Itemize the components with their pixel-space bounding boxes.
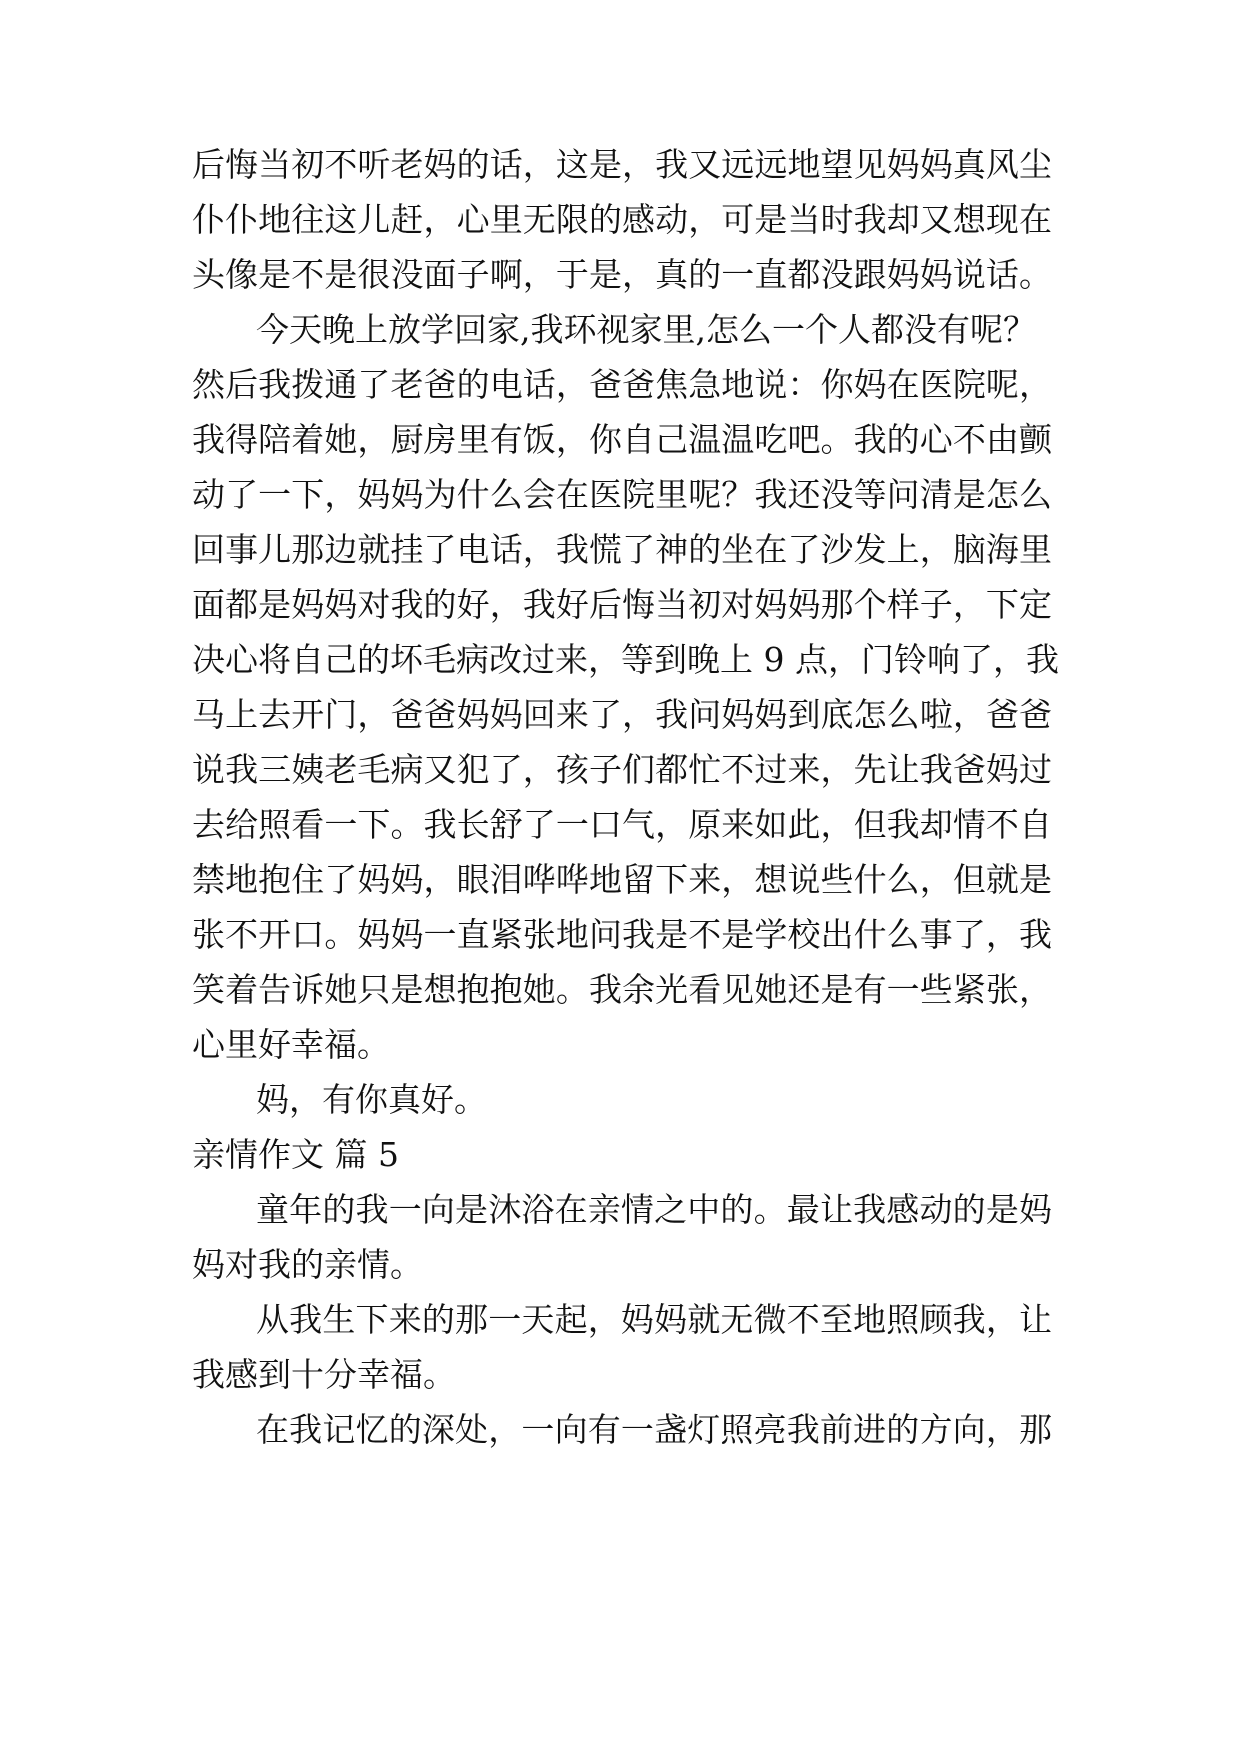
section-heading: 亲情作文 篇 5 xyxy=(192,1135,399,1174)
paragraph-line: 张不开口。妈妈一直紧张地问我是不是学校出什么事了，我 xyxy=(192,915,1052,954)
paragraph-line: 童年的我一向是沐浴在亲情之中的。最让我感动的是妈 xyxy=(256,1190,1052,1229)
paragraph-line: 然后我拨通了老爸的电话，爸爸焦急地说：你妈在医院呢， xyxy=(192,365,1052,404)
paragraph-line: 动了一下，妈妈为什么会在医院里呢？我还没等问清是怎么 xyxy=(192,475,1052,514)
paragraph-line: 在我记忆的深处，一向有一盏灯照亮我前进的方向，那 xyxy=(256,1410,1052,1449)
paragraph-line: 我得陪着她，厨房里有饭，你自己温温吃吧。我的心不由颤 xyxy=(192,420,1052,459)
paragraph-line: 禁地抱住了妈妈，眼泪哗哗地留下来，想说些什么，但就是 xyxy=(192,860,1052,899)
paragraph-line: 面都是妈妈对我的好，我好后悔当初对妈妈那个样子，下定 xyxy=(192,585,1052,624)
paragraph-line: 去给照看一下。我长舒了一口气，原来如此，但我却情不自 xyxy=(192,805,1052,844)
paragraph-line: 后悔当初不听老妈的话，这是，我又远远地望见妈妈真风尘 xyxy=(192,145,1052,184)
paragraph-line: 今天晚上放学回家,我环视家里,怎么一个人都没有呢？ xyxy=(256,310,1036,349)
paragraph-line: 从我生下来的那一天起，妈妈就无微不至地照顾我，让 xyxy=(256,1300,1052,1339)
paragraph-line: 笑着告诉她只是想抱抱她。我余光看见她还是有一些紧张， xyxy=(192,970,1052,1009)
paragraph-line: 回事儿那边就挂了电话，我慌了神的坐在了沙发上，脑海里 xyxy=(192,530,1052,569)
paragraph-line: 仆仆地往这儿赶，心里无限的感动，可是当时我却又想现在 xyxy=(192,200,1052,239)
paragraph-line: 头像是不是很没面子啊，于是，真的一直都没跟妈妈说话。 xyxy=(192,255,1052,294)
paragraph-line: 马上去开门，爸爸妈妈回来了，我问妈妈到底怎么啦，爸爸 xyxy=(192,695,1052,734)
paragraph-line: 妈，有你真好。 xyxy=(256,1080,487,1119)
paragraph-line: 我感到十分幸福。 xyxy=(192,1355,456,1394)
paragraph-line: 说我三姨老毛病又犯了，孩子们都忙不过来，先让我爸妈过 xyxy=(192,750,1052,789)
paragraph-line: 心里好幸福。 xyxy=(192,1025,390,1064)
paragraph-line: 妈对我的亲情。 xyxy=(192,1245,423,1284)
paragraph-line: 决心将自己的坏毛病改过来，等到晚上 9 点，门铃响了，我 xyxy=(192,640,1059,679)
